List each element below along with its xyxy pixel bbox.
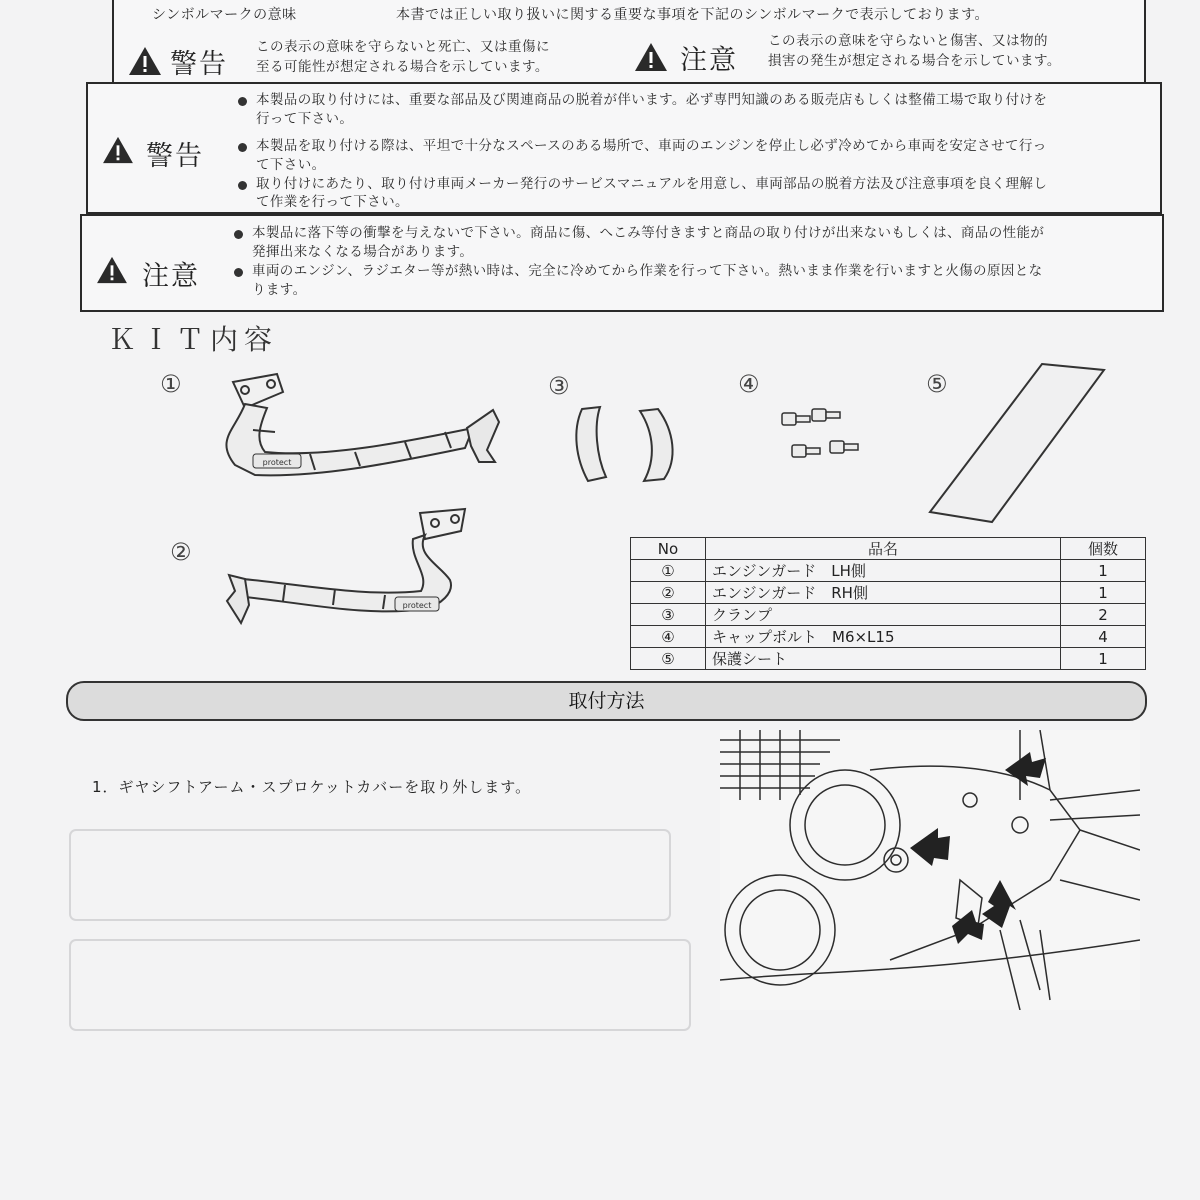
row-no: ① [631, 560, 706, 582]
row-name: キャップボルト M6×L15 [706, 626, 1061, 648]
kit-number-3: ③ [548, 372, 570, 400]
warning-meaning-line1: この表示の意味を守らないと死亡、又は重傷に [256, 39, 550, 55]
caution-triangle-icon [634, 42, 668, 72]
kit-number-5: ⑤ [926, 370, 948, 398]
bullet [238, 143, 247, 152]
row-name: エンジンガード LH側 [706, 560, 1061, 582]
protection-sheet-illustration [922, 360, 1112, 530]
caution-line: 車両のエンジン、ラジエター等が熱い時は、完全に冷めてから作業を行って下さい。熱いまま作業を行いますと火傷の原因とな [252, 263, 1043, 279]
caution-line: 本製品に落下等の衝撃を与えないで下さい。商品に傷、へこみ等付きますと商品の取り付けが出来ないもしくは、商品の性能が [252, 225, 1045, 241]
warning-meaning-line2: 至る可能性が想定される場合を示しています。 [256, 59, 549, 75]
caution-line: ります。 [252, 282, 307, 298]
bullet [238, 97, 247, 106]
warning-line: 行って下さい。 [256, 111, 354, 127]
bullet [234, 268, 243, 277]
header-qty: 個数 [1061, 538, 1146, 560]
kit-title: ＫＩＴ内容 [108, 323, 279, 356]
caution-meaning-line2: 損害の発生が想定される場合を示しています。 [768, 53, 1061, 69]
kit-number-1: ① [160, 370, 182, 398]
row-qty: 1 [1061, 648, 1146, 670]
caution-box-label: 注意 [142, 261, 200, 292]
caution-box [80, 214, 1164, 312]
brand-mark: protect [402, 601, 432, 610]
kit-number-2: ② [170, 538, 192, 566]
table-row [631, 582, 1146, 604]
row-qty: 1 [1061, 582, 1146, 604]
caution-line: 発揮出来なくなる場合があります。 [252, 244, 474, 260]
installation-section-header: 取付方法 [66, 681, 1147, 721]
warning-triangle-icon [128, 46, 162, 76]
warning-triangle-icon [102, 136, 134, 164]
row-qty: 2 [1061, 604, 1146, 626]
engine-guard-lh-illustration [205, 370, 515, 500]
row-name: 保護シート [706, 648, 1061, 670]
bullet [234, 230, 243, 239]
warning-line: 本製品を取り付ける際は、平坦で十分なスペースのある場所で、車両のエンジンを停止し必ず冷めてから車両を安定させて行っ [256, 138, 1047, 154]
cap-bolt-illustration [770, 405, 870, 475]
kit-contents-table [630, 537, 1146, 670]
warning-line: 本製品の取り付けには、重要な部品及び関連商品の脱着が伴います。必ず専門知識のある販売店もしくは整備工場で取り付けを [256, 92, 1048, 108]
table-row [631, 648, 1146, 670]
warning-line: 取り付けにあたり、取り付け車両メーカー発行のサービスマニュアルを用意し、車両部品の脱着方法及び注意事項を良く理解し [256, 176, 1048, 192]
row-name: エンジンガード RH側 [706, 582, 1061, 604]
bullet [238, 181, 247, 190]
table-header-row [631, 538, 1146, 560]
caution-triangle-icon [96, 256, 128, 284]
row-qty: 4 [1061, 626, 1146, 648]
table-row [631, 626, 1146, 648]
row-qty: 1 [1061, 560, 1146, 582]
symbol-meaning-box [112, 0, 1146, 92]
row-no: ⑤ [631, 648, 706, 670]
bleed-through-marks [60, 820, 700, 1040]
row-no: ④ [631, 626, 706, 648]
symbol-header-left: シンボルマークの意味 [152, 7, 297, 23]
table-row [631, 604, 1146, 626]
warning-line: て下さい。 [256, 157, 326, 173]
row-name: クランプ [706, 604, 1061, 626]
caution-label: 注意 [680, 45, 738, 76]
brand-mark: protect [262, 458, 292, 467]
row-no: ③ [631, 604, 706, 626]
clamp-illustration [570, 405, 680, 485]
warning-label: 警告 [170, 49, 228, 80]
engine-guard-rh-illustration [225, 505, 485, 635]
step-1-text: 1．ギヤシフトアーム・スプロケットカバーを取り外します。 [92, 778, 532, 796]
symbol-header-right: 本書では正しい取り扱いに関する重要な事項を下記のシンボルマークで表示しております。 [396, 7, 990, 23]
table-row [631, 560, 1146, 582]
warning-box [86, 82, 1162, 214]
header-item-name: 品名 [706, 538, 1061, 560]
engine-step1-illustration [720, 730, 1140, 1010]
row-no: ② [631, 582, 706, 604]
kit-number-4: ④ [738, 370, 760, 398]
header-no: No [631, 538, 706, 560]
warning-line: て作業を行って下さい。 [256, 194, 409, 210]
warning-box-label: 警告 [146, 141, 204, 172]
caution-meaning-line1: この表示の意味を守らないと傷害、又は物的 [768, 33, 1048, 49]
